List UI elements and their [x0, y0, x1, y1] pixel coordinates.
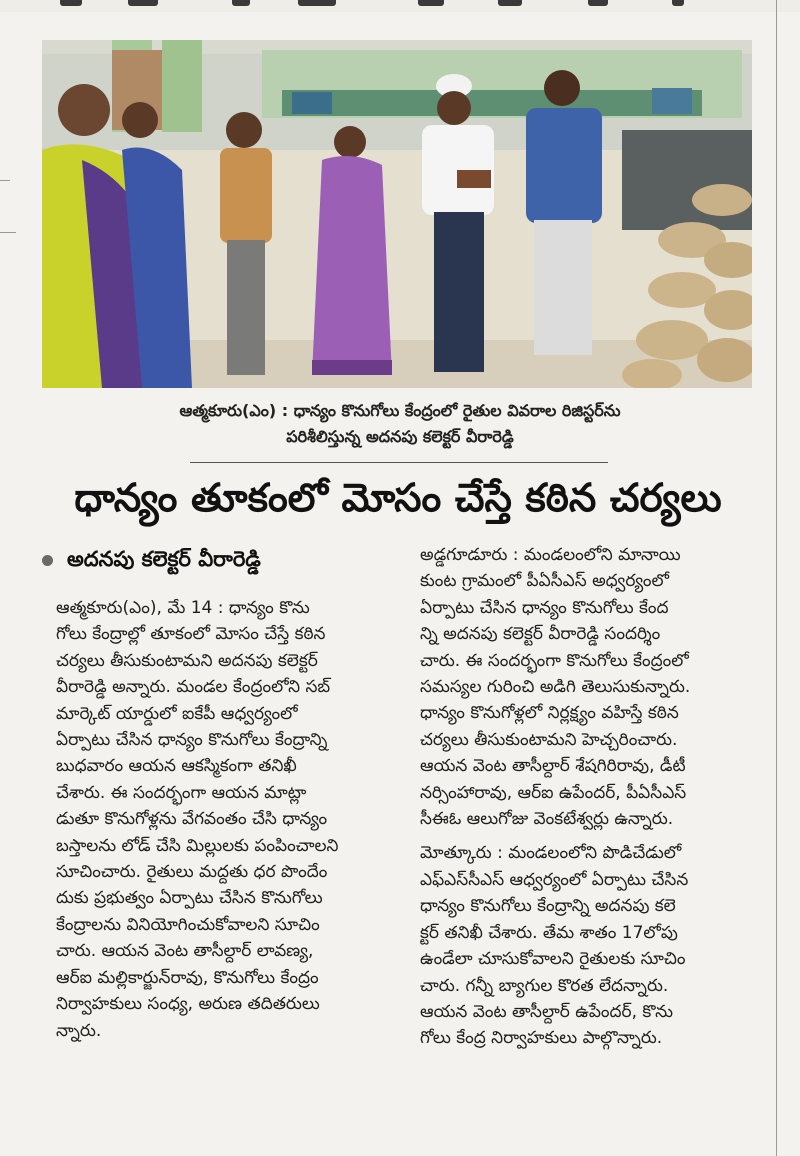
paragraph-gap — [420, 832, 755, 840]
person-head — [226, 112, 262, 148]
sack — [636, 320, 708, 360]
person-head — [58, 84, 110, 136]
shed-door — [652, 88, 692, 114]
photo-caption — [40, 398, 760, 450]
top-fragment — [232, 0, 250, 6]
column-rule-left-upper — [0, 180, 10, 181]
top-edge-strip — [0, 0, 800, 12]
top-fragment — [60, 0, 82, 6]
article-paragraph: అడ్డగూడూరు : మండలంలోని మానాయి కుంట గ్రామంలో పీఏసీఎస్ అధ్వర్యంలో ఏర్పాటు చేసిన ధాన్యం కొనుగోలు కేంద న్ని అదనపు కలెక్టర్ వీరారెడ్డి సందర్శిం చారు. ఈ సందర్భంగా కొనుగోలు కేంద్రంలో సమస్యల గురించి అడిగి తెలుసుకున్నారు. ధాన్యం కొనుగోళ్లలో నిర్లక్ష్యం వహిస్తే కఠిన చర్యలు తీసుకుంటామని హెచ్చరించారు. ఆయన వెంట తాసీల్దార్ శేషగిరిరావు, డీటీ నర్సింహారావు, ఆర్ఐ ఉపేందర్, పీఏసీఎస్ సీఈఓ ఆలుగోజు వెంకటేశ్వర్లు ఉన్నారు. — [420, 545, 691, 830]
article-paragraph: ఆత్మకూరు(ఎం), మే 14 : ధాన్యం కొను గోలు కేంద్రాల్లో తూకంలో మోసం చేస్తే కఠిన చర్యలు తీసుకుంటామని అదనపు కలెక్టర్ వీరారెడ్డి అన్నారు. మండల కేంద్రంలోని సబ్ మార్కెట్ యార్డులో ఐకేపీ ఆధ్వర్యంలో ఏర్పాటు చేసిన ధాన్యం కొనుగోలు కేంద్రాన్ని బుధవారం ఆయన ఆకస్మికంగా తనిఖీ చేశారు. ఈ సందర్భంగా ఆయన మాట్లా డుతూ కొనుగోళ్లను వేగవంతం చేసి ధాన్యం బస్తాలను లోడ్ చేసి మిల్లులకు పంపించాలని సూచించారు. రైతులు మద్దతు ధర పొందేం దుకు ప్రభుత్వం ఏర్పాటు చేసిన కొనుగోలు కేంద్రాలను వినియోగించుకోవాలని సూచిం చారు. ఆయన వెంట తాసీల్దార్ లావణ్య, ఆర్ఐ మల్లికార్జున్‌రావు, కొనుగోలు కేంద్రం నిర్వాహకులు సంధ్య, అరుణ తదితరులు న్నారు. — [56, 598, 339, 1041]
shed-doors — [282, 90, 702, 116]
caption-divider — [190, 462, 608, 463]
top-fragment — [298, 0, 336, 6]
bullet-icon — [42, 555, 53, 566]
person-shirt — [526, 108, 602, 223]
headline: ధాన్యం తూకంలో మోసం చేస్తే కఠిన చర్యలు — [74, 476, 722, 521]
person-trousers — [227, 240, 265, 375]
top-fragment — [418, 0, 444, 6]
article-column-right — [420, 542, 755, 1052]
news-photo — [42, 40, 752, 388]
article-column-left — [56, 595, 391, 1044]
top-fragment — [588, 0, 608, 6]
shed-door — [292, 92, 332, 114]
top-fragment — [498, 0, 522, 6]
sack — [692, 184, 752, 216]
column-rule-left — [0, 232, 16, 233]
tarpaulin — [622, 130, 752, 230]
person-trousers — [534, 220, 592, 355]
sack — [648, 272, 716, 308]
article-paragraph: మోత్కూరు : మండలంలోని పొడిచేడులో ఎఫ్ఎస్‌సీఎస్ ఆధ్వర్యంలో ఏర్పాటు చేసిన ధాన్యం కొనుగోలు కేంద్రాన్ని అదనపు కలె క్టర్ తనిఖీ చేశారు. తేమ శాతం 17లోపు ఉండేలా చూసుకోవాలని రైతులకు సూచిం చారు. గన్నీ బ్యాగుల కొరత లేదన్నారు. ఆయన వెంట తాసీల్దార్ ఉపేందర్, కొను గోలు కేంద్ర నిర్వాహకులు పాల్గొన్నారు. — [420, 843, 689, 1049]
top-fragment — [672, 0, 684, 6]
person-head — [334, 126, 366, 158]
person-head — [122, 102, 158, 138]
person-head — [437, 91, 471, 125]
person-saree-border — [312, 360, 392, 375]
shed-pillar — [162, 40, 202, 132]
person-shirt — [220, 148, 272, 243]
person-head — [544, 70, 580, 106]
register-book — [457, 170, 491, 188]
caption-line-2: పరిశీలిస్తున్న అదనపు కలెక్టర్ వీరారెడ్డి — [286, 427, 514, 446]
top-fragment — [128, 0, 158, 6]
photo-illustration — [42, 40, 752, 388]
caption-line-1: ఆత్మకూరు(ఎం) : ధాన్యం కొనుగోలు కేంద్రంలో రైతుల వివరాల రిజిస్టర్‌ను — [179, 401, 621, 420]
person-saree — [312, 156, 392, 375]
byline-text: అదనపు కలెక్టర్ వీరారెడ్డి — [67, 547, 261, 571]
column-rule-right — [776, 0, 777, 1156]
byline — [42, 542, 261, 576]
person-trousers — [434, 212, 484, 372]
